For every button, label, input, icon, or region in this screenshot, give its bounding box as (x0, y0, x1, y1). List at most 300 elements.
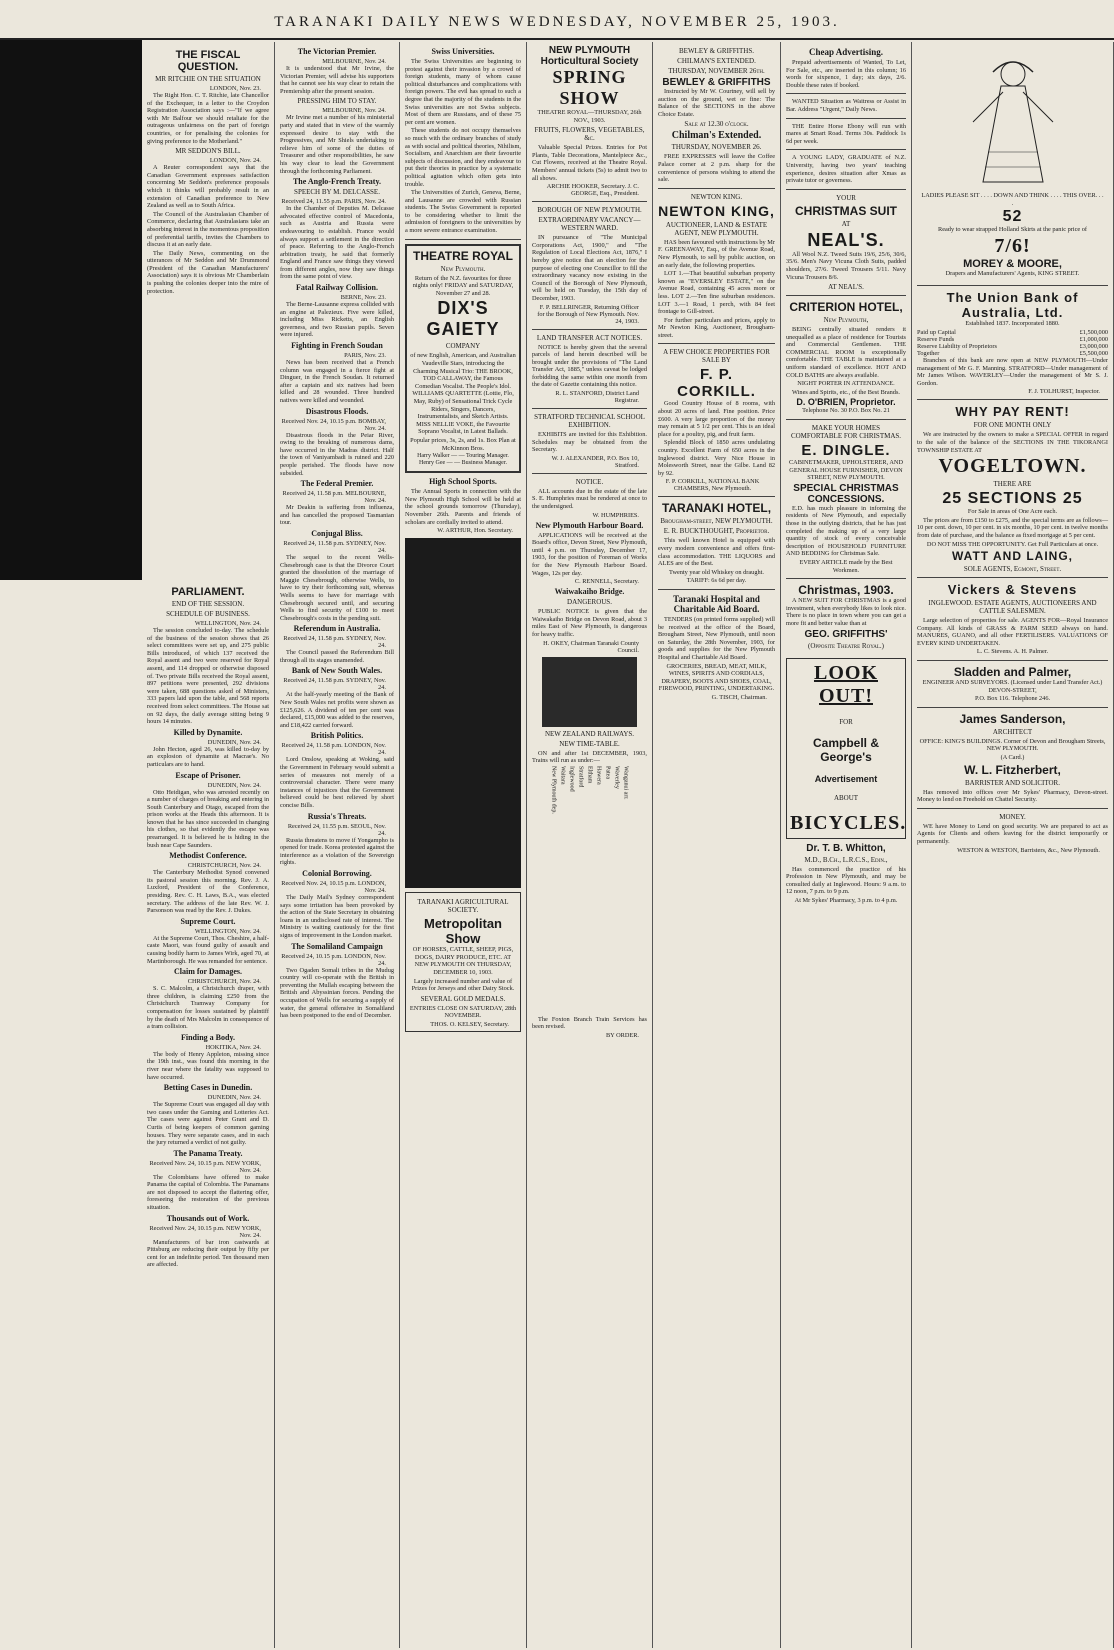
paragraph: Wines and Spirits, etc., of the Best Brands. (791, 388, 900, 396)
divider (786, 118, 906, 119)
paragraph: ENGINEER AND SURVEYORS. (Licensed under Land Transfer Act.) DEVON-STREET, (922, 679, 1103, 694)
paragraph: At the Supreme Court, Thos. Cheshire, a half-caste Maori, was found guilty of assault and causing bodily harm to James Wirk, aged 70, at Martinborough. He was remanded for sentence. (147, 934, 270, 965)
timetable-station: Wanganui arr. (622, 765, 629, 800)
paragraph: The Foxton Branch Train Services has been revised. (532, 1015, 647, 1031)
ad-metropolitan-show (405, 892, 521, 1032)
criterion-hotel-title: CRITERION HOTEL, (789, 300, 903, 315)
paragraph: Largely increased number and value of Prizes for Jerseys and other Dairy Stock. (411, 977, 515, 993)
paragraph: Harry Walker — — Touring Manager. Henry Gee — — Business Manager. (417, 453, 509, 467)
paragraph: ENTRIES CLOSE ON SATURDAY, 28th NOVEMBER. (409, 1004, 517, 1020)
timetable-station: Eltham (586, 765, 593, 784)
table-cell: £1,500,000 (1079, 328, 1108, 336)
paragraph: This well known Hotel is equipped with every modern convenience and offers first-class accommodation. THE LIQUORS and ALES are of the Best. (658, 537, 775, 568)
paragraph: Large selection of properties for sale. AGENTS FOR—Royal Insurance Company. All kinds of GRASS & FARM SEED always on hand. MANURES, GUANO, and all other FERTILISERS. VALUATIONS OF EVERY KIND UNDERTAKEN. (917, 617, 1108, 647)
paragraph: BEING centrally situated renders it unequalled as a place of residence for Tourists and Commercial Gentlemen. THE COMMERCIAL ROOM is exceptionally comfortable. THE TABLE is maintained at a uniform standard of excellence. HOT AND COLD BATHS are always available. (786, 326, 906, 379)
signature: H. OKEY, Chairman Taranaki County Council. (543, 639, 639, 654)
subhead: NEW TIME-TABLE. (559, 739, 620, 748)
paragraph: PUBLIC NOTICE is given that the Waiwakaiho Bridge on Devon Road, about 3 miles East of New Plymouth, is dangerous for heavy traffic. (532, 608, 647, 638)
paragraph: Instructed by Mr W. Courtney, will sell by auction on the ground, wet or fine: The Balance of the SECTIONS in the above Choice Estate. (658, 88, 775, 118)
headline-cheap-advertising: Cheap Advertising. (808, 47, 883, 57)
signature: R. L. STANFORD, District Land Registrar. (555, 390, 639, 405)
divider (786, 578, 906, 579)
divider (917, 285, 1108, 286)
column-7 (912, 42, 1114, 1648)
sections-count: 25 SECTIONS 25 (942, 490, 1083, 508)
christmas-1903-title: Christmas, 1903. (798, 583, 894, 598)
paragraph: The Council passed the Referendum Bill through all its stages unamended. (280, 649, 394, 664)
ladies-number: 52 (1002, 208, 1023, 226)
timetable-station: Waitara (559, 765, 566, 785)
union-bank-capital-table (917, 329, 1108, 357)
subhead: New Plymouth. (440, 264, 486, 273)
lady-illustration (953, 52, 1073, 192)
geo-griffiths-name: GEO. GRIFFITHS' (804, 628, 888, 640)
table-row (917, 343, 1108, 350)
subhead: DANGEROUS. (567, 598, 612, 607)
headline-somaliland: The Somaliland Campaign (291, 941, 383, 951)
paragraph: L. C. Stevens. A. H. Palmer. (976, 648, 1049, 656)
paragraph: The Daily Mail's Sydney correspondent says some irritation has been provoked by the action of the State Secretary in obtaining loans in an undisclosed rate of interest. The Ministry is waiting cautiously for the first signs of improvement in the London market. (280, 893, 394, 939)
paragraph: We are instructed by the owners to make a SPECIAL OFFER in regard to the sale of the balance of the SECTIONS IN THE TIKORANGI TOWNSHIP ESTATE AT (917, 431, 1108, 454)
headline-body: Finding a Body. (180, 1032, 236, 1042)
subhead: SEVERAL GOLD MEDALS. (420, 994, 506, 1003)
watt-laing-title: WATT AND LAING, (952, 549, 1073, 564)
special-concessions-title: SPECIAL CHRISTMAS CONCESSIONS. (793, 482, 899, 505)
ad-dix-gaiety (405, 244, 521, 474)
metropolitan-show-title: Metropolitan Show (424, 916, 502, 947)
paragraph: These students do not occupy themselves so much with the ordinary branches of study as with social and political theories, Nihilism, Socialism, and Anarchism are their favourite subjects of discussion, and they endeavour to put their theories in practice by a systematic political agitation which often gets into trouble. (405, 127, 521, 188)
subhead: AUCTIONEER, LAND & ESTATE AGENT, NEW PLYMOUTH. (665, 220, 768, 237)
paragraph: At the half-yearly meeting of the Bank of New South Wales net profits were shown as £125,626. A dividend of ten per cent was declared, £15,000 was added to the reserves, and £18,422 carried forward. (280, 691, 394, 729)
paragraph: Established 1837. Incorporated 1880. (965, 320, 1060, 328)
paragraph: OF HORSES, CATTLE, SHEEP, PIGS, DOGS, DAIRY PRODUCE, ETC. AT NEW PLYMOUTH ON THURSDAY, DECEMBER 10, 1903. (412, 946, 514, 976)
paragraph: IN pursuance of "The Municipal Corporations Act, 1900," and "The Regulation of Local Elections Act, 1876," I hereby give notice that an election for the purpose of electing one Councillor to fill the extraordinary vacancy now existing in the Council of the Borough of New Plymouth, will be held on Tuesday, the 15th day of December, 1903. (532, 234, 647, 302)
paragraph: E.D. has much pleasure in informing the residents of New Plymouth, and especially those in the outlying districts, that he has just completed the making up of a very large quantity of stock of every conceivable description of HOUSEHOLD FURNITURE AND BEDDING for Christmas Sale. (786, 504, 906, 558)
divider (532, 201, 647, 202)
railway-timetable (532, 766, 647, 1016)
headline-conjugal: Conjugal Bliss. (311, 528, 363, 538)
paragraph: EVERY ARTICLE made by the Best Workmen. (799, 558, 893, 574)
paragraph: S. C. Malcolm, a Christchurch draper, with three children, is claiming £250 from the Christchurch Tramway Company for compensation for losses sustained by plaintiff by the death of Mrs Malcolm in consequence of a tram collision. (147, 985, 269, 1031)
paragraph: FREE EXPRESSES will leave the Coffee Palace corner at 2 p.m. sharp for the convenience of persons wishing to attend the sale. (658, 153, 775, 184)
signature: ARCHIE HOOKER, Secretary. J. C. GEORGE, Esq., President. (546, 183, 639, 198)
paragraph: The Council of the Australasian Chamber of Commerce, declaring that Australasians take an absorbing interest in the momentous proposition of preferential tariffs, invites the Chambers to discuss it at an early date. (147, 210, 269, 249)
headline-fiscal: THE FISCAL QUESTION. (175, 49, 241, 73)
divider (658, 589, 775, 590)
signature: C. RENNELL, Secretary. (574, 578, 639, 586)
paragraph: Mr Irvine met a number of his ministerial party and stated that in view of the warmly expressed desire to stay with the Progressives, and Mr Shiels undertaking to relieve him of some of the duties of Treasurer and other responsibilities, he saw his way clear to lead the Government through the forthcoming Parliament. (280, 114, 394, 175)
paragraph: A NEW SUIT FOR CHRISTMAS is a good investment, when everybody likes to look nice. There is no place in town where you can get a more fit and better value than at (786, 597, 906, 627)
newton-king-title: NEWTON KING, (658, 202, 775, 219)
paragraph: The Canterbury Methodist Synod convened its pastoral session this morning. Rev. J. A. Luxford, President of the Conference, presiding. Rev. C. H. Laws, B.A., was elected secretary. The address of the late Rev. W. J. Parsonson was read by the Rev. J. Dukes. (147, 869, 269, 915)
paragraph: For Sale in areas of One Acre each. (967, 508, 1058, 516)
paragraph: OFFICE: KING'S BUILDINGS. Corner of Devon and Brougham Streets, NEW PLYMOUTH. (919, 737, 1106, 753)
subhead: STRATFORD TECHNICAL SCHOOL EXHIBITION. (534, 413, 645, 430)
dateline: CHRISTCHURCH, Nov. 24. (187, 978, 261, 986)
subhead: BOROUGH OF NEW PLYMOUTH. (537, 206, 642, 215)
headline-high-school: High School Sports. (429, 477, 497, 487)
paragraph: Return of the N.Z. favourites for three nights only! FRIDAY and SATURDAY, November 27 and 28. (412, 274, 514, 297)
headline-claim: Claim for Damages. (173, 967, 243, 977)
paragraph: The Colombians have offered to make Panama the capital of Colombia. The Panamans are not disposed to accept the flattering offer, foreseeing the restoration of the previous situation. (147, 1173, 269, 1212)
subhead: M.D., B.Ch., L.R.C.S., Edin., (804, 855, 888, 864)
subhead: A FEW CHOICE PROPERTIES FOR SALE BY (663, 348, 770, 365)
dateline: Received Nov. 24, 10.15 p.m. NEW YORK, Nov. 24. (149, 1159, 261, 1174)
dateline: Received 24, 11.58 p.m. LONDON, Nov. 24. (281, 742, 386, 757)
divider (658, 343, 775, 344)
dix-gaiety-title: DIX'S GAIETY (426, 298, 500, 340)
subhead: Sale at 12.30 o'clock. (684, 120, 749, 129)
divider (917, 660, 1108, 661)
horticultural-title: NEW PLYMOUTH Horticultural Society (540, 45, 639, 67)
column-5 (653, 42, 781, 1648)
headline-supreme: Supreme Court. (180, 916, 236, 926)
railway-crest-image (542, 657, 637, 727)
whitton-title: Dr. T. B. Whitton, (806, 842, 886, 854)
signature: W. HUMPHRIES. (592, 511, 639, 519)
paragraph: NOTICE is hereby given that the several parcels of land herein described will be brought under the provisions of "The Land Transfer Act, 1885," unless caveat be lodged forbidding the same within one month from the date of Gazette containing this notice. (532, 343, 647, 389)
paragraph: DO NOT MISS THE OPPORTUNITY. Get Full Particulars at once. (926, 540, 1099, 548)
subhead: END OF THE SESSION. (171, 600, 245, 608)
table-row (917, 329, 1108, 336)
divider (917, 707, 1108, 708)
headline-methodist: Methodist Conference. (169, 851, 247, 861)
spring-show-title: SPRING SHOW (552, 67, 627, 108)
bicycles-title: BICYCLES. (790, 811, 907, 834)
dateline: Received 24, 11.55 p.m. PARIS, Nov. 24. (281, 198, 386, 206)
paragraph: The Annual Sports in connection with the New Plymouth High School will be held at the school grounds tomorrow (Thursday), November 26th. Parents and friends of scholars are cordially invited to attend. (405, 488, 521, 526)
divider (786, 295, 906, 296)
blacked-out-block (405, 538, 521, 888)
divider (405, 239, 521, 240)
lady-figure-icon (953, 52, 1073, 192)
paragraph: Has removed into offices over Mr Sykes' Pharmacy, Devon-street. Money to lend on Freehold on Chattel Security. (917, 788, 1108, 804)
paragraph: THEATRE ROYAL—THURSDAY, 26th NOV., 1903. (537, 109, 642, 124)
headline-swiss: Swiss Universities. (431, 47, 495, 56)
subhead-seddon: MR SEDDON'S BILL. (175, 147, 241, 156)
paragraph: HAS been favoured with instructions by Mr F. GREENAWAY, Esq., of the Avenue Road, New Plymouth, to sell by public auction, on an early date, the following properties. (658, 238, 775, 269)
signature: F. P. BELLRINGER, Returning Officer for the Borough of New Plymouth. Nov. 24, 1903. (537, 303, 639, 325)
bewley-griffiths-title: BEWLEY & GRIFFITHS (662, 77, 771, 88)
paragraph: LOT 1.—That beautiful suburban property known as "EVERSLEY ESTATE," on the Avenue Road, containing 45 acres more or less. LOT 2.—Ten fine suburban residences. LOT 3.—1 Road, 1 perch, with 84 feet frontage to Gill-street. (658, 270, 775, 316)
table-cell: £1,000,000 (1079, 335, 1108, 343)
subhead: THURSDAY, NOVEMBER 26. (671, 143, 762, 152)
taranaki-hotel-title: TARANAKI HOTEL, (661, 501, 772, 516)
paragraph: Lord Onslow, speaking at Woking, said the Government in February would submit a series of measures not merely of a controversial character. There were many instances of injustices that the Government believed could be best relieved by short concise Bills. (280, 756, 394, 809)
paragraph: Has commenced the practice of his Profession in New Plymouth, and may be consulted daily at Inglewood. Hours: 9 a.m. to 12 noon, 7 p.m. to 9 p.m. (786, 865, 906, 896)
paragraph: News has been received that a French column was engaged in a fierce fight at Dinguer, in the French Soudan. It returned after a captain and six natives had been killed and 28 wounded. Three hundred natives were killed and wounded. (280, 359, 394, 404)
divider (532, 473, 647, 474)
subhead: New Plymouth, (823, 316, 869, 325)
paragraph: Telephone No. 30 P.O. Box No. 21 (802, 407, 890, 415)
headline-chilman: Chilman's Extended. (671, 130, 762, 142)
masthead (0, 0, 1114, 40)
paragraph: The sequel to the recent Wells-Chesebrough case is that the Divorce Court granted the dissolution of the marriage of Maggie Chesebrough, otherwise Wells, to have to try their forthcoming suit, whereas Wells seems to have for marriage with Chesebrough secured until, and securing Wells to find security of £100 to meet Chesebrough's costs in the pending suit. (280, 553, 394, 622)
subhead: BEWLEY & GRIFFITHS. (679, 47, 754, 55)
paragraph: WE have Money to Lend on good security. We are prepared to act as Agents for Clients and others leaving for the district temporarily or permanently. (917, 822, 1108, 845)
paragraph: Branches of this bank are now open at NEW PLYMOUTH—Under management of Mr G. F. Manning. STRATFORD—Under management of Mr James Wilson. WAVERLEY—Under the management of Mr S. J. Gordon. (917, 356, 1108, 387)
timetable-station: Hawera (595, 765, 602, 785)
paragraph: Russia threatens to move if Yongampho is opened for trade. Korea protested against the interference as a violation of the Sovereign rights. (280, 836, 394, 867)
dateline: DUNEDIN, Nov. 24. (207, 781, 261, 789)
dateline: WELLINGTON, Nov. 24. (194, 927, 261, 935)
subhead: MAKE YOUR HOMES COMFORTABLE FOR CHRISTMAS. (790, 424, 902, 441)
column-2 (275, 42, 400, 1648)
dateline: CHRISTCHURCH, Nov. 24. (187, 862, 261, 870)
subhead: ABOUT (833, 793, 859, 802)
ad-morey-moore (917, 49, 1108, 281)
campbell-george-name: Campbell & George's (812, 735, 879, 764)
paragraph: Prepaid advertisements of Wanted, To Let, For Sale, etc., are inserted in this column; 16 words for sixpence, 1 day; six days, 2/6. Double these rates if booked. (786, 59, 906, 89)
dateline: LONDON, Nov. 24. (209, 157, 261, 165)
headline-panama: The Panama Treaty. (173, 1148, 243, 1158)
subhead: AT (841, 219, 851, 228)
divider (917, 577, 1108, 578)
classified-ad: THE Entire Horse Ebony will run with mares at Smart Road. Terms 30s. Paddock 1s 6d per week. (786, 122, 906, 145)
union-bank-title: The Union Bank of Australia, Ltd. (946, 290, 1079, 321)
paragraph: The Swiss Universities are beginning to protest against their invasion by a crowd of foreign students, many of whom cause political disturbances and complications with foreign powers. The evil has spread to such a degree that the majority of the students in the Swiss universities are not Swiss subjects. Most of them are Russians, and of these 75 per cent are women. (405, 58, 521, 126)
subhead: NEW ZEALAND RAILWAYS. (544, 729, 635, 738)
paragraph: Drapers and Manufacturers' Agents, KING STREET. (945, 269, 1080, 277)
headline-escape: Escape of Prisoner. (175, 770, 241, 780)
advertisement-word: Advertisement (814, 773, 878, 784)
dateline: Received 24, 11.58 p.m. SYDNEY, Nov. 24. (283, 677, 386, 692)
ad-campbell-george (786, 658, 906, 839)
subhead: AT NEAL'S. (828, 283, 864, 292)
signature: WESTON & WESTON, Barristers, &c., New Plymouth. (957, 846, 1100, 854)
paragraph: (A Card.) (1000, 754, 1025, 762)
headline-floods: Disastrous Floods. (305, 406, 369, 416)
dateline: Received Nov. 24, 10.15 p.m. NEW YORK, Nov. 24. (149, 1224, 261, 1239)
paragraph: ON and after 1st DECEMBER, 1903, Trains will run as under:— (532, 749, 647, 765)
subhead: THERE ARE (993, 480, 1032, 489)
headline-hospital: Taranaki Hospital and Charitable Aid Board. (673, 593, 760, 614)
dateline: BERNE, Nov. 23. (340, 294, 386, 302)
dingle-title: E. DINGLE. (801, 442, 891, 460)
subhead-ritchie: MR RITCHIE ON THE SITUATION (155, 75, 261, 83)
signature: W. J. ALEXANDER, P.O. Box 10, Stratford. (551, 454, 639, 469)
subhead: THURSDAY, NOVEMBER 26th. (668, 67, 765, 75)
timetable-station: Waverley (613, 765, 620, 789)
subhead: LAND TRANSFER ACT NOTICES. (536, 333, 643, 342)
divider (786, 93, 906, 94)
divider (917, 399, 1108, 400)
timetable-station: Inglewood (568, 765, 575, 792)
headline-anglo: The Anglo-French Treaty. (292, 177, 382, 187)
subhead: NEWTON KING. (690, 192, 743, 201)
divider (917, 808, 1108, 809)
headline-railway: Fatal Railway Collision. (295, 283, 378, 293)
paragraph: Valuable Special Prizes. Entries for Pot Plants, Table Decorations, Mantelpiece &c., Cut Flowers, received at the Theatre Royal. Members' annual tickets (5s) to admit two to all shows. (532, 144, 647, 182)
sladden-palmer-title: Sladden and Palmer, (953, 665, 1072, 680)
paragraph: Good Country House of 8 rooms, with about 20 acres of land. Fine position. Price £600. A very large proportion of the money may remain at 5 1/2 per cent. This is an ideal place for a poultry, pig, and fruit farm. (658, 400, 775, 438)
paragraph: The prices are from £150 to £275, and the special terms are as follows—10 per cent. down, 10 per cent. in six months, 10 per cent. in twelve months from date of purchase, and the balance as fixed mortgage at 5 per cent. (917, 516, 1108, 539)
paragraph: P.O. Box 116. Telephone 246. (974, 695, 1051, 703)
paragraph: Disastrous floods in the Peiar River, owing to the breaking of numerous dams, have occurred in the Madras district. Half the town of Vaniyambadi is ruined and 220 people perished. The floods have now subsided. (280, 431, 394, 477)
morey-moore-title: MOREY & MOORE, (963, 257, 1062, 270)
paragraph: Splendid Block of 1850 acres undulating country. Excellent Farm of 650 acres in the Inglewood district. Very Nice House in Molesworth Street, near the Gilbe. Land 82 by 92. (658, 439, 775, 477)
signature: W. ARTHUR, Hon. Secretary. (437, 527, 513, 535)
headline-dynamite: Killed by Dynamite. (173, 727, 243, 737)
masthead-title: TARANAKI DAILY NEWS WEDNESDAY, NOVEMBER 25, 1903. (274, 14, 840, 30)
signature: F. P. CORKILL, NATIONAL BANK CHAMBERS, New Plymouth. (665, 478, 760, 493)
table-cell: Reserve Liability of Proprietors (917, 342, 997, 350)
subhead: FOR (839, 717, 853, 726)
dateline: HOKITIKA, Nov. 24. (205, 1043, 261, 1051)
headline-federal: The Federal Premier. (300, 479, 374, 489)
divider (532, 329, 647, 330)
paragraph: Twenty year old Whiskey on draught. (669, 568, 764, 576)
paragraph: Manufacturers of bar iron castwards at Pittsburg are reducing their output by fifty per cent for an indefinite period. Ten thousand men are affected. (147, 1238, 269, 1269)
column-6 (781, 42, 912, 1648)
vogeltown-title: VOGELTOWN. (938, 455, 1087, 478)
subhead: NOTICE. (575, 477, 604, 486)
headline-harbour: New Plymouth Harbour Board. (535, 520, 644, 530)
dateline: Received 24, 11.58 p.m. SYDNEY, Nov. 24. (283, 635, 386, 650)
dateline: Received Nov. 24, 10.15 p.m. BOMBAY, Nov. 24. (281, 417, 386, 432)
paragraph: The Universities of Zurich, Geneva, Berne, and Lausanne are crowded with Russian students. The Swiss Government is reported to be considering whether to limit the admission of foreigners to the universities by a more severe entrance examination. (405, 189, 521, 235)
obrien-proprietor: D. O'BRIEN, Proprietor. (796, 397, 896, 408)
subhead: (Opposite Theatre Royal.) (807, 641, 884, 650)
column-4 (527, 42, 653, 1648)
paragraph: The Daily News, commenting on the utterances of Mr Seddon and Mr Drummond (President of the Canadian Manufacturers' Association) says it is obvious Mr Chamberlain is pushing the colonies deeper into the mire of protection. (147, 249, 269, 295)
subhead: SOLE AGENTS, Egmont, Street. (963, 565, 1062, 574)
headline-referendum: Referendum in Australia. (293, 624, 381, 634)
dateline: MELBOURNE, Nov. 24. (322, 107, 386, 115)
subhead: ARCHITECT (992, 727, 1033, 736)
subhead: MONEY. (999, 812, 1026, 821)
dateline: Received 24, 11.58 p.m. SYDNEY, Nov. 24. (283, 539, 386, 554)
subhead: SPEECH BY M. DELCASSE. (294, 188, 380, 197)
paragraph: ALL accounts due in the estate of the late S. E. Humphries must be rendered at once to the undersigned. (532, 487, 647, 511)
table-cell: £3,000,000 (1079, 342, 1108, 350)
sanderson-title: James Sanderson, (959, 711, 1066, 726)
dateline: Received Nov. 24, 10.15 p.m. LONDON, Nov. 24. (281, 879, 386, 894)
christmas-suit-title: CHRISTMAS SUIT (795, 203, 897, 218)
dateline: DUNEDIN, Nov. 24. (207, 738, 261, 746)
paragraph: In the Chamber of Deputies M. Delcasse advocated effective control of Macedonia, such as Austria and Russia were endeavouring to establish. France would always support a settlement in the direction of peace. Referring to the Anglo-French arbitration treaty, he said that formerly England and France saw things they viewed from different angles, now they saw things from the same point of view. (280, 205, 394, 281)
subhead: YOUR (836, 193, 856, 202)
table-row (917, 350, 1108, 357)
paragraph: Ready to wear strapped Holland Skirts at the panic price of (938, 226, 1087, 234)
divider (786, 189, 906, 190)
dateline: Received 24, 11.55 p.m. SEOUL, Nov. 24. (287, 822, 386, 837)
paragraph: of new English, American, and Australian Vaudeville Stars, introducing the Charming Musical Trio: THE BROOK, TOD CALLAWAY, the Famous Comedian Vocalist. The People's Idol. WILLIAMS QUARTETTE (Lottie, Flo, May, Ruby) of Sensational Trick Cycle Riders, Singers, Dancers, Instrumentalists, and Sketch Artists. MISS NELLIE VOKE, the Favourite Soprano Vocalist, in Latest Ballads. (410, 352, 516, 436)
paragraph: It is understood that Mr Irvine, the Victorian Premier, will advise his supporters that he cannot see his way clear to retain the Premiership after the present session. (280, 65, 394, 95)
signature: THOS. O. KELSEY, Secretary. (430, 1020, 509, 1028)
paragraph: CABINETMAKER, UPHOLSTERER, AND GENERAL HOUSE FURNISHER, DEVON STREET, NEW PLYMOUTH. (788, 459, 904, 482)
dateline: LONDON, Nov. 23. (209, 85, 261, 92)
paragraph: TARIFF: 6s 6d per day. (686, 577, 747, 585)
headline-nsw: Bank of New South Wales. (291, 666, 383, 676)
divider (532, 408, 647, 409)
timetable-station: Patea (604, 765, 611, 779)
table-cell: £5,500,000 (1079, 349, 1108, 357)
paragraph: NIGHT PORTER IN ATTENDANCE. (797, 380, 895, 388)
paragraph: The session concluded to-day. The schedule of the business of the session shows that 26 select committees were set up, and 275 public Bills introduced, of which 137 received the Royal assent and two were reserved for Royal assent, and 114 dropped or otherwise disposed of. Two private Bills received the Royal assent, 897 petitions were presented, 292 divisions were taken, 688 questions asked of Ministers, 333 papers laid upon the table, and 568 reports received from select committees. The House sat on 92 days, the daily average sitting being 9 hours 14 minutes. (147, 627, 269, 726)
subhead: CHILMAN'S EXTENDED. (677, 57, 756, 65)
paragraph: For further particulars and prices, apply to Mr Newton King, Auctioneer, Brougham-street. (658, 316, 775, 339)
headline-british: British Politics. (310, 731, 364, 741)
paragraph: The Berne-Lausanne express collided with an engine at Palezieux. Five were killed, including Miss Ricketts, an English governess, and two Russian pupils. Seven were injured. (280, 301, 394, 339)
paragraph: Two Ogaden Somali tribes in the Mudug country will co-operate with the British in preventing the Mullah escaping between the British and Abyssinian forces. Pending the occupation of Wells for securing a supply of water, the general offensive in Somaliland has been postponed to the end of December. (280, 966, 394, 1020)
paragraph: The body of Henry Appleton, missing since the 19th inst., was found this morning in the river near where the fatality was supposed to have occurred. (147, 1050, 269, 1081)
subhead: BARRISTER AND SOLICITOR. (965, 778, 1060, 787)
headline-parliament: PARLIAMENT. (171, 586, 245, 598)
headline-soudan: Fighting in French Soudan (291, 341, 383, 351)
dateline: WELLINGTON, Nov. 24. (194, 620, 261, 627)
headline-colonial: Colonial Borrowing. (302, 868, 372, 878)
dateline: DUNEDIN, Nov. 24. (207, 1094, 261, 1102)
headline-waiwakaiho: Waiwakaiho Bridge. (554, 587, 625, 597)
subhead: SCHEDULE OF BUSINESS. (166, 610, 250, 618)
subhead: E. R. BUCKTHOUGHT, Proprietor. (663, 527, 770, 536)
column-1-lower (142, 580, 275, 1648)
fitzherbert-title: W. L. Fitzherbert, (964, 762, 1061, 777)
paragraph: LADIES PLEASE SIT . . . . DOWN AND THINK . . . . THIS OVER. . . . (921, 192, 1104, 207)
table-cell: Paid up Capital (917, 328, 956, 336)
headline-russia: Russia's Threats. (307, 811, 367, 821)
paragraph: Otto Heidigan, who was arrested recently on a number of charges of breaking and entering in South Canterbury and Otago, escaped from the prison works at the Heads this afternoon. It is known that he has since succeeded in changing his clothes, so that evidently the escape was prearranged. It is believed he is hiding in the bush near Cape Saunders. (147, 788, 269, 849)
corkill-title: F. P. CORKILL. (677, 366, 756, 401)
column-3 (400, 42, 527, 1648)
subhead: EXTRAORDINARY VACANCY—WESTERN WARD. (538, 216, 641, 233)
divider (786, 419, 906, 420)
scan-edge-strip (0, 40, 142, 580)
paragraph: Mr Deakin is suffering from influenza, and has cancelled the proposed Tasmanian tour. (280, 504, 394, 527)
subhead: INGLEWOOD. ESTATE AGENTS, AUCTIONEERS AND CATTLE SALESMEN. (928, 599, 1097, 616)
look-out-title: LOOK OUT! (813, 661, 878, 707)
dateline: MELBOURNE, Nov. 24. (322, 58, 386, 65)
divider (658, 188, 775, 189)
theatre-royal-heading: THEATRE ROYAL (412, 248, 513, 263)
classified-ad: A YOUNG LADY, GRADUATE of N.Z. University, having two years' teaching experience, desires situation after Xmas as private tutor or governess. (786, 154, 906, 185)
neals-title: NEAL'S. (807, 229, 885, 250)
subhead: PRESSING HIM TO STAY. (297, 97, 377, 106)
paragraph: A Reuter correspondent says that the Canadian Government expresses satisfaction concerning Mr Seddon's preference proposals which it thinks will probably result in an extension of Canadian preference to New Zealand as well as to South Africa. (147, 164, 269, 210)
dateline: PARIS, Nov. 23. (344, 352, 386, 360)
table-cell: Together (917, 349, 940, 357)
headline-betting: Betting Cases in Dunedin. (163, 1083, 253, 1093)
divider (658, 496, 775, 497)
timetable-station: Stratford (577, 765, 584, 788)
dateline: Received 24, 10.15 p.m. LONDON, Nov. 24. (281, 952, 386, 967)
divider (786, 149, 906, 150)
table-row (917, 336, 1108, 343)
paragraph: The Supreme Court was engaged all day with two cases under the Gaming and Lotteries Act. The cases were against Peter Grant and D. Curtis of being keepers of common gaming houses. They were separate cases, and in each the jury returned a verdict of not guilty. (147, 1101, 269, 1147)
timetable-station: New Plymouth dep. (550, 765, 557, 814)
paragraph: John Hecton, aged 26, was killed to-day by an explosion of dynamite at Macrae's. No particulars are to hand. (147, 745, 269, 768)
signature: BY ORDER. (605, 1031, 639, 1039)
classified-ad: WANTED Situation as Waitress or Assist in Bar. Address "Urgent," Daily News. (786, 98, 906, 113)
signature: F. J. TOLHURST, Inspector. (1028, 388, 1100, 396)
subhead: FRUITS, FLOWERS, VEGETABLES, &c. (534, 126, 645, 143)
headline-victorian: The Victorian Premier. (297, 47, 377, 56)
paragraph: TENDERS (on printed forms supplied) will be received at the office of the Board, Brougham Street, New Plymouth, until noon on Saturday, the 28th November, 1903, for goods and supplies for the New Plymouth Hospital and Charitable Aid Board. (658, 615, 775, 661)
paragraph: All Wool N.Z. Tweed Suits 19/6, 25/6, 30/6, 35/6. Men's Navy Vicuna Cloth Suits, padded shoulders, 27/6. Tweed Trousers 5/11. Navy Vicuna Trousers 8/6. (786, 250, 906, 281)
ladies-price: 7/6! (994, 234, 1031, 257)
signature: G. TISCH, Chairman. (711, 693, 767, 701)
paragraph: EXHIBITS are invited for this Exhibition. Schedules may be obtained from the Secretary. (532, 431, 647, 454)
subhead: TARANAKI AGRICULTURAL SOCIETY. (417, 898, 509, 915)
subhead: COMPANY (445, 342, 481, 351)
table-cell: Reserve Funds (917, 335, 955, 343)
subhead: Brougham-street, NEW PLYMOUTH. (660, 517, 773, 526)
dateline: Received 24, 11.58 p.m. MELBOURNE, Nov. 24. (282, 490, 386, 505)
paragraph: GROCERIES, BREAD, MEAT, MILK, WINES, SPIRITS AND CORDIALS, DRAPERY, BOOTS AND SHOES, COAL, FIREWOOD, PRINTING, UNDERTAKING. (658, 662, 775, 693)
paragraph: The Right Hon. C. T. Ritchie, late Chancellor of the Exchequer, in a letter to the Croydon Registration Association says :—"If we agree with Mr Balfour we should retaliate for the outrageous unfairness on the part of foreign countries, or for penalising the colonies for giving preference to the Motherland." (147, 92, 269, 145)
paragraph: Popular prices, 3s, 2s, and 1s. Box Plan at McKinnon Bros. (410, 436, 516, 452)
